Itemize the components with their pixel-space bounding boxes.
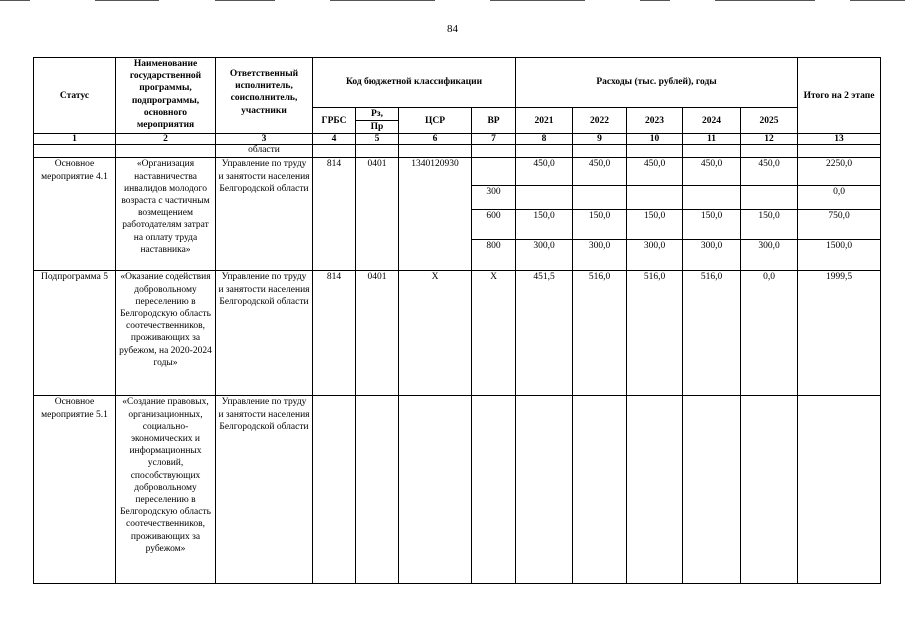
col-num: 11 <box>683 134 741 145</box>
col-num: 2 <box>116 134 216 145</box>
col-num: 10 <box>627 134 683 145</box>
row-executor: Управление по труду и занятости населения Белгородской области <box>216 271 313 396</box>
page-top-rule <box>0 0 905 1</box>
header-year-2022: 2022 <box>573 108 627 134</box>
row-total: 0,0 <box>798 186 881 210</box>
column-number-row <box>34 134 881 145</box>
row-csr: Х <box>399 271 472 396</box>
header-status: Статус <box>34 58 116 134</box>
row-vr: Х <box>472 271 516 396</box>
header-executor: Ответственный исполнитель, соисполнитель, участники <box>216 58 313 134</box>
row-rzpr: 0401 <box>356 158 399 271</box>
row-2024: 450,0 <box>683 158 741 186</box>
col-num: 5 <box>356 134 399 145</box>
row-vr: 800 <box>472 240 516 271</box>
row-grbs: 814 <box>313 271 356 396</box>
header-year-2023: 2023 <box>627 108 683 134</box>
header-year-2021: 2021 <box>516 108 573 134</box>
row-2023: 150,0 <box>627 210 683 240</box>
header-rz: Рз, <box>371 109 383 119</box>
row-2025: 450,0 <box>741 158 798 186</box>
row-2021 <box>516 186 573 210</box>
row-2021: 450,0 <box>516 158 573 186</box>
row-2022 <box>573 186 627 210</box>
row-name: «Создание правовых, организационных, социально-экономических и информационных условий, способствующих добровольному переселению в Белгородскую область соотечественников, проживающих за рубежом» <box>116 396 216 584</box>
header-rzpr <box>356 108 399 134</box>
col-num: 4 <box>313 134 356 145</box>
col-num: 3 <box>216 134 313 145</box>
header-year-2025: 2025 <box>741 108 798 134</box>
row-vr: 300 <box>472 186 516 210</box>
row-vr <box>472 158 516 186</box>
row-total: 2250,0 <box>798 158 881 186</box>
col-num: 6 <box>399 134 472 145</box>
row-2021: 300,0 <box>516 240 573 271</box>
row-executor: Управление по труду и занятости населения Белгородской области <box>216 396 313 584</box>
row-total: 1500,0 <box>798 240 881 271</box>
header-budget-code: Код бюджетной классификации <box>313 58 516 108</box>
col-num: 9 <box>573 134 627 145</box>
row-name: «Оказание содействия добровольному переселению в Белгородскую область соотечественников, проживающих за рубежом, на 2020-2024 годы» <box>116 271 216 396</box>
header-expenses: Расходы (тыс. рублей), годы <box>516 58 798 108</box>
header-name: Наименование государственной программы, подпрограммы, основного мероприятия <box>116 58 216 134</box>
row-2023 <box>627 186 683 210</box>
header-year-2024: 2024 <box>683 108 741 134</box>
header-csr: ЦСР <box>399 108 472 134</box>
row-2024 <box>683 186 741 210</box>
row-2021: 451,5 <box>516 271 573 396</box>
row-total: 1999,5 <box>798 271 881 396</box>
col-num: 7 <box>472 134 516 145</box>
row-2024: 300,0 <box>683 240 741 271</box>
row-2025 <box>741 186 798 210</box>
table-row <box>34 271 881 396</box>
row-vr: 600 <box>472 210 516 240</box>
header-pr: Пр <box>356 120 398 133</box>
col-num: 1 <box>34 134 116 145</box>
col-num: 12 <box>741 134 798 145</box>
row-2025: 300,0 <box>741 240 798 271</box>
row-2022: 300,0 <box>573 240 627 271</box>
row-executor: Управление по труду и занятости населения Белгородской области <box>216 158 313 271</box>
continuation-row <box>34 145 881 158</box>
row-2023: 450,0 <box>627 158 683 186</box>
row-2025: 150,0 <box>741 210 798 240</box>
row-status: Основное мероприятие 5.1 <box>34 396 116 584</box>
row-status: Подпрограмма 5 <box>34 271 116 396</box>
row-2023: 300,0 <box>627 240 683 271</box>
col-num: 13 <box>798 134 881 145</box>
row-rzpr: 0401 <box>356 271 399 396</box>
row-2024: 150,0 <box>683 210 741 240</box>
continuation-text: области <box>216 145 313 158</box>
page-number: 84 <box>447 23 458 35</box>
row-2023: 516,0 <box>627 271 683 396</box>
row-2022: 516,0 <box>573 271 627 396</box>
row-2024: 516,0 <box>683 271 741 396</box>
row-status: Основное мероприятие 4.1 <box>34 158 116 271</box>
col-num: 8 <box>516 134 573 145</box>
header-grbs: ГРБС <box>313 108 356 134</box>
row-name: «Организация наставничества инвалидов молодого возраста с частичным возмещением работодателям затрат на оплату труда наставника» <box>116 158 216 271</box>
row-2022: 450,0 <box>573 158 627 186</box>
row-2025: 0,0 <box>741 271 798 396</box>
header-row-1 <box>34 58 881 108</box>
row-total: 750,0 <box>798 210 881 240</box>
row-2021: 150,0 <box>516 210 573 240</box>
header-vr: ВР <box>472 108 516 134</box>
table-row <box>34 158 881 186</box>
row-grbs: 814 <box>313 158 356 271</box>
row-csr: 1340120930 <box>399 158 472 271</box>
budget-table <box>33 57 881 584</box>
table-row <box>34 396 881 584</box>
row-2022: 150,0 <box>573 210 627 240</box>
header-total: Итого на 2 этапе <box>798 58 881 134</box>
